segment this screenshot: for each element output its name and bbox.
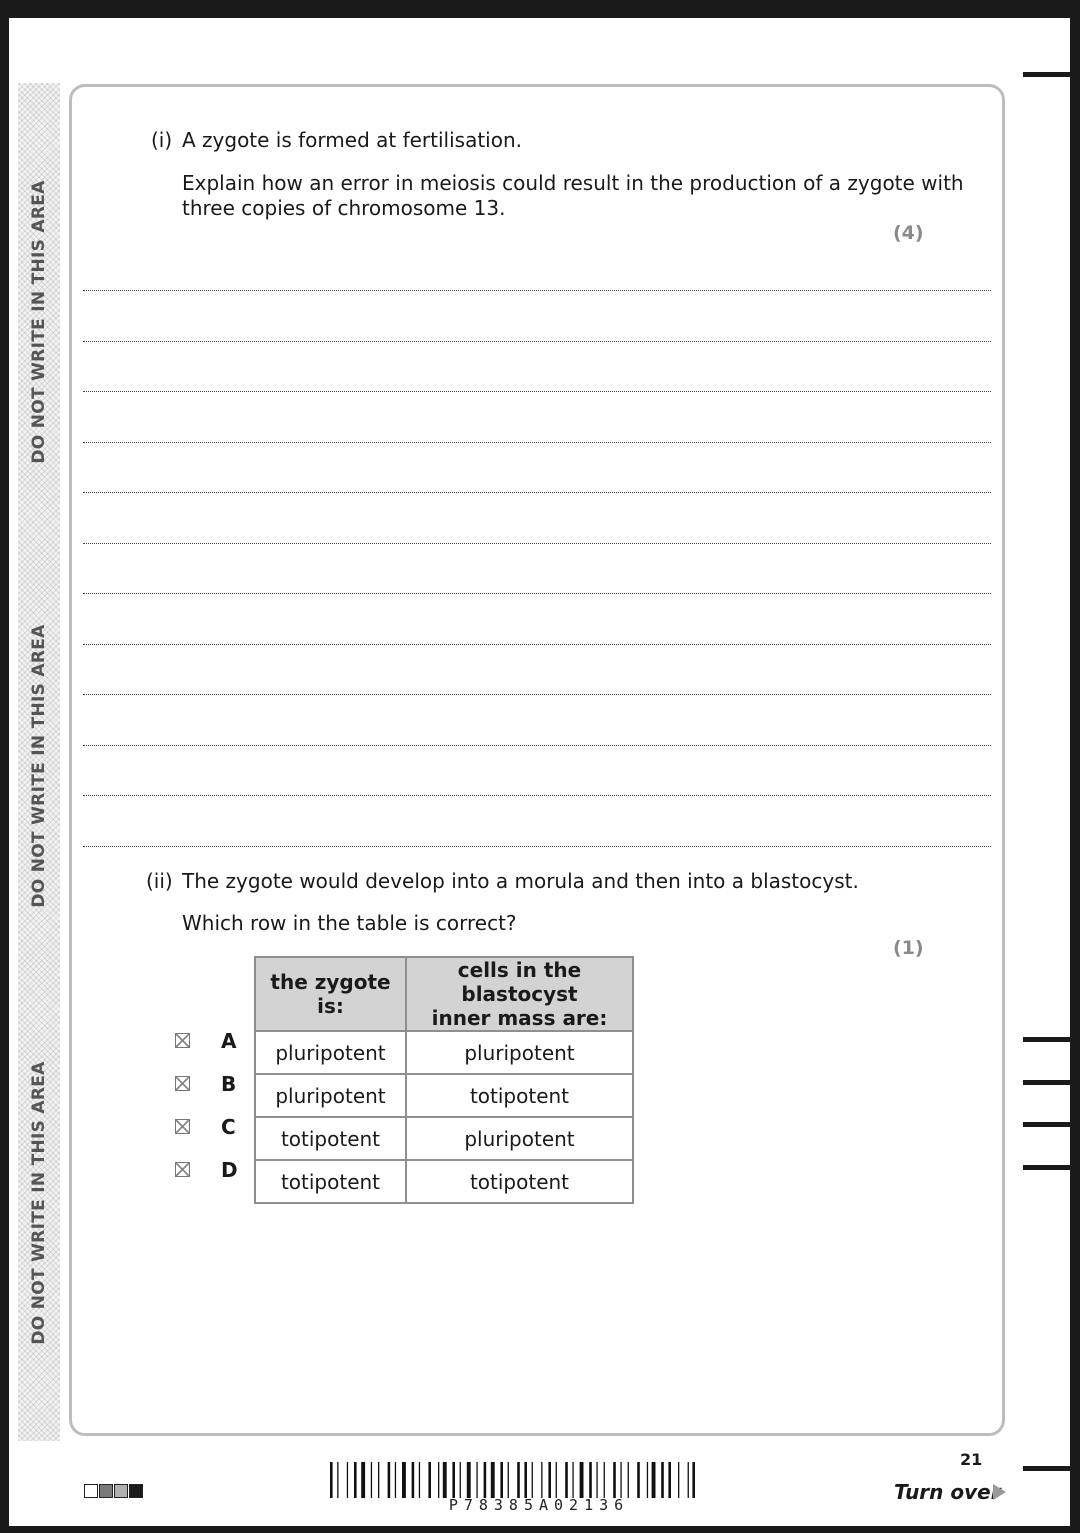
registration-mark (1023, 1037, 1070, 1042)
margin-warning-label: DO NOT WRITE IN THIS AREA (29, 1061, 49, 1345)
question-i-prompt-line-2: three copies of chromosome 13. (182, 196, 506, 220)
answer-line[interactable] (83, 290, 991, 291)
answer-line[interactable] (83, 341, 991, 342)
barcode-bar (347, 1462, 348, 1498)
registration-mark (1023, 1122, 1070, 1127)
registration-mark (1023, 1165, 1070, 1170)
answer-options-table (254, 956, 634, 1204)
answer-line[interactable] (83, 593, 991, 594)
option-d-checkbox[interactable] (175, 1162, 190, 1177)
table-header-zygote: the zygote is: (255, 957, 406, 1031)
footer-square (129, 1484, 143, 1498)
barcode-bar (388, 1462, 391, 1498)
barcode-bar (395, 1462, 396, 1498)
barcode-bar (452, 1462, 455, 1498)
table-row (255, 1074, 633, 1117)
barcode-text: P78385A02136 (448, 1496, 630, 1514)
barcode-bar (620, 1462, 621, 1498)
page-border-bottom (0, 1526, 1080, 1533)
barcode-bar (378, 1462, 379, 1498)
option-a-checkbox[interactable] (175, 1033, 190, 1048)
table-cell-zygote: pluripotent (255, 1031, 406, 1074)
table-cell-zygote: pluripotent (255, 1074, 406, 1117)
barcode-bar (337, 1462, 338, 1498)
answer-line[interactable] (83, 391, 991, 392)
barcode-bar (438, 1462, 439, 1498)
answer-line[interactable] (83, 795, 991, 796)
question-i-marks: (4) (893, 222, 924, 244)
answer-line[interactable] (83, 442, 991, 443)
table-row (255, 1031, 633, 1074)
question-i-prompt-line-1: Explain how an error in meiosis could result in the production of a zygote with (182, 171, 964, 195)
barcode-bar (692, 1462, 695, 1498)
option-b-checkbox[interactable] (175, 1076, 190, 1091)
barcode-bar (548, 1462, 551, 1498)
page-border-left (0, 0, 9, 1533)
barcode-bar (628, 1462, 629, 1498)
barcode-bar (532, 1462, 533, 1498)
page-border-top (0, 0, 1080, 18)
barcode-bar (556, 1462, 557, 1498)
answer-line[interactable] (83, 846, 991, 847)
barcode-bar (596, 1462, 597, 1498)
answer-line[interactable] (83, 745, 991, 746)
footer-squares (84, 1484, 143, 1498)
option-d-letter: D (221, 1158, 238, 1182)
table-header-row (255, 957, 633, 1031)
question-ii-number: (ii) (146, 869, 173, 893)
barcode-bar (443, 1462, 447, 1498)
barcode-bar (524, 1462, 527, 1498)
barcode-bar (419, 1462, 420, 1498)
barcode-bar (484, 1462, 487, 1498)
footer-square (114, 1484, 128, 1498)
table-row (255, 1117, 633, 1160)
page-number: 21 (960, 1450, 983, 1469)
table-cell-inner-mass: pluripotent (406, 1117, 633, 1160)
barcode-bar (668, 1462, 671, 1498)
table-header-inner-mass-line-2: inner mass are: (431, 1006, 608, 1030)
table-cell-inner-mass: pluripotent (406, 1031, 633, 1074)
barcode-bar (661, 1462, 664, 1498)
turn-over-label: Turn over (894, 1480, 1001, 1504)
barcode-bar (508, 1462, 509, 1498)
question-ii-marks: (1) (893, 937, 924, 959)
barcode-bar (604, 1462, 605, 1498)
barcode-bar (500, 1462, 503, 1498)
table-header-inner-mass (406, 957, 633, 1031)
footer-square (99, 1484, 113, 1498)
answer-line[interactable] (83, 492, 991, 493)
question-ii-prompt: Which row in the table is correct? (182, 911, 517, 935)
barcode-bar (460, 1462, 461, 1498)
barcode-bar (467, 1462, 471, 1498)
barcode-bar (412, 1462, 415, 1498)
turn-over-arrow-icon (993, 1484, 1006, 1500)
table-cell-inner-mass: totipotent (406, 1160, 633, 1203)
table-cell-zygote: totipotent (255, 1117, 406, 1160)
registration-mark (1023, 72, 1070, 77)
barcode-bar (652, 1462, 656, 1498)
answer-area-frame (69, 84, 1005, 1436)
barcode-bar (589, 1462, 592, 1498)
barcode-bar (476, 1462, 477, 1498)
barcode-bar (688, 1462, 689, 1498)
barcode-bar (330, 1462, 333, 1498)
barcode-bar (647, 1462, 648, 1498)
barcode-bar (361, 1462, 365, 1498)
question-i-number: (i) (151, 128, 173, 152)
margin-warning-label: DO NOT WRITE IN THIS AREA (29, 624, 49, 908)
margin-warning-label: DO NOT WRITE IN THIS AREA (29, 180, 49, 464)
answer-line[interactable] (83, 543, 991, 544)
table-cell-zygote: totipotent (255, 1160, 406, 1203)
registration-mark (1023, 1466, 1070, 1471)
barcode-bar (371, 1462, 372, 1498)
barcode (330, 1462, 748, 1498)
option-b-letter: B (221, 1072, 237, 1096)
page-border-right (1070, 0, 1080, 1533)
question-i-stem: A zygote is formed at fertilisation. (182, 128, 523, 152)
barcode-bar (637, 1462, 640, 1498)
answer-line[interactable] (83, 644, 991, 645)
barcode-bar (517, 1462, 520, 1498)
barcode-bar (613, 1462, 616, 1498)
table-cell-inner-mass: totipotent (406, 1074, 633, 1117)
table-row (255, 1160, 633, 1203)
answer-line[interactable] (83, 694, 991, 695)
registration-mark (1023, 1080, 1070, 1085)
question-ii-stem: The zygote would develop into a morula and then into a blastocyst. (182, 869, 859, 893)
barcode-bar (580, 1462, 584, 1498)
barcode-bar (354, 1462, 357, 1498)
barcode-bar (572, 1462, 573, 1498)
option-a-letter: A (221, 1029, 237, 1053)
option-c-checkbox[interactable] (175, 1119, 190, 1134)
footer-square (84, 1484, 98, 1498)
option-c-letter: C (221, 1115, 236, 1139)
barcode-bar (402, 1462, 406, 1498)
barcode-bar (541, 1462, 542, 1498)
barcode-bar (565, 1462, 568, 1498)
barcode-bar (491, 1462, 495, 1498)
barcode-bar (428, 1462, 431, 1498)
table-header-inner-mass-line-1: cells in the blastocyst (457, 958, 582, 1006)
barcode-bar (678, 1462, 679, 1498)
